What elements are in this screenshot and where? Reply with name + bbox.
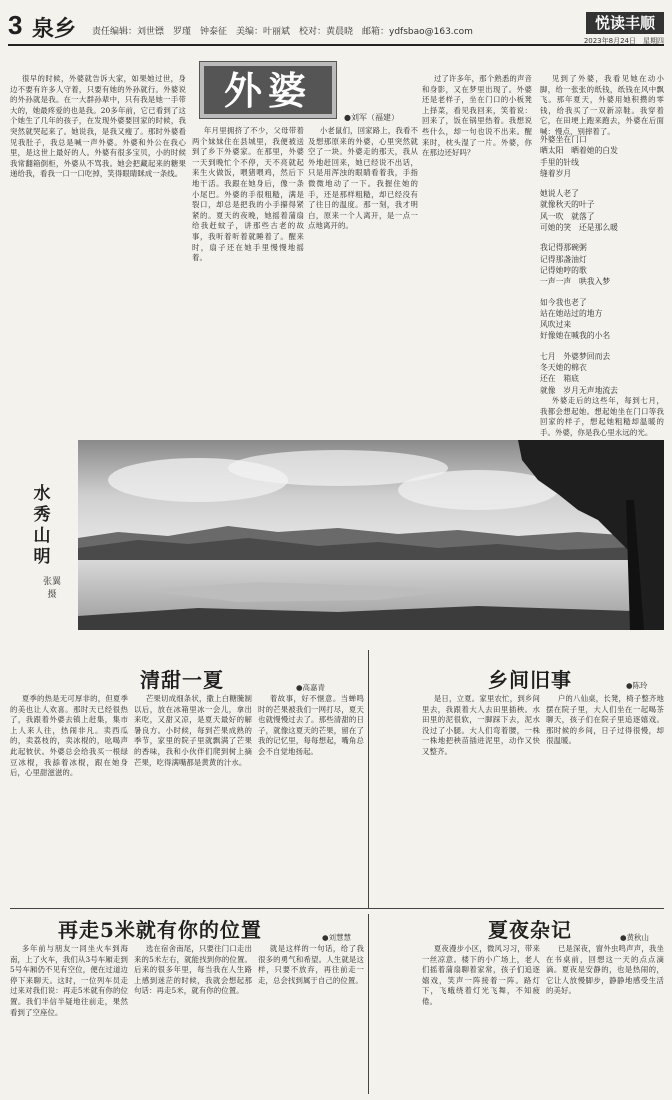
xiangjian-author: ●陈玲 <box>626 681 648 690</box>
xiaye-author: ●黄秋山 <box>620 933 650 942</box>
xiangjian-column-2 <box>546 694 664 902</box>
article-text: 选在宿舍南尾，只要往门口走出来的5米左右，就能找到你的位置。后来的很多年里，每当我在人生路上感到迷茫的时候，我就会想起那句话：再走5米，就有你的位置。 <box>134 944 252 996</box>
article-text: 着故事，好不惬意。当蝉鸣时的芒果被我们一网打尽，夏天也就慢慢过去了。那些清甜的日子，就像这夏天的芒果，留在了我的记忆里，每每想起，嘴角总会不自觉地扬起。 <box>258 694 364 756</box>
waipo-column-4 <box>422 74 532 430</box>
poem-line: 冬天她的棉衣 <box>540 363 587 373</box>
waipo-column-1 <box>10 74 186 430</box>
poem-line: 手里的针线 <box>540 157 579 167</box>
article-text: 很早的时候，外婆就告诉大家，如果她过世，身边不要有许多人守着，只要有她的外孙就行。外婆说的外孙就是我。在一大群孙辈中，只有我是她一手带大的，她最疼爱的也是我。20多年前，它已看到了这个她生了几年的孩子，在发现外婆要回家的时候，我突然就哭起来了。她说我，是我又瘦了。那时外婆看见我肚子，我总是喊一声外婆。外婆和外公在我心里，是这世上最好的人。外婆有很多宝贝，小的时候我常翻箱倒柜，外婆从不骂我。她会把藏起来的糖果递给我，看我一口一口吃掉，笑得眼睛眯成一条线。 <box>10 74 186 179</box>
tianmi-title: 清甜一夏 <box>140 668 224 692</box>
poem-line: 就像 岁月无声地流去 <box>540 385 618 395</box>
wumi-column-1 <box>10 944 128 1094</box>
poem-line: 记得她哼的歌 <box>540 265 587 275</box>
poem-line: 可她的笑 还是那么暖 <box>540 223 618 233</box>
xiangjian-title: 乡间旧事 <box>488 668 572 692</box>
poem-line: 一声一声 哄我入梦 <box>540 277 611 287</box>
poem-line: 风吹过来 <box>540 320 572 330</box>
wumi-column-2 <box>134 944 252 1094</box>
poem-line: 缝着岁月 <box>540 168 572 178</box>
poem-prose <box>540 396 664 437</box>
wumi-author: ●刘慧慧 <box>322 933 352 942</box>
poem-gap <box>540 288 664 297</box>
article-text: 夏季的热是无可厚非的，但夏季的美也让人欢喜。那时天已经很热了，我跟着外婆去镇上赶集，集市上人来人往，热闹非凡。卖西瓜的，卖荔枝的，卖冰棍的，吆喝声此起彼伏。外婆总会给我买一根绿豆冰棍，我舔着冰棍，跟在她身后，心里甜滋滋的。 <box>10 694 128 778</box>
landscape-photo <box>78 440 664 630</box>
article-text: 已是深夜，窗外虫鸣声声，我坐在书桌前，回想这一天的点点滴滴。夏夜是安静的，也是热闹的，它让人放慢脚步，静静地感受生活的美好。 <box>546 944 664 996</box>
poem-line: 记得那盏油灯 <box>540 254 587 264</box>
poem-line: 就像秋天的叶子 <box>540 200 595 210</box>
xiaye-title: 夏夜杂记 <box>488 918 572 942</box>
article-text: 就是这样的一句话，给了我很多的勇气和希望。人生就是这样，只要不放弃，再往前走一走，总会找到属于自己的位置。 <box>258 944 364 985</box>
poem-line: 七月 外婆梦回而去 <box>540 351 611 361</box>
waipo-column-2 <box>192 126 304 430</box>
article-text: 多年前与朋友一同坐火车到海南，上了火车，我们从3号车厢走到5号车厢仍不见有空位，便在过道边停下来聊天。这时，一位列车员走过来对我们说：再走5米就有你的位置。我们半信半疑地往前走，果然看到了空座位。 <box>10 944 128 1017</box>
xiaye-column-2 <box>546 944 664 1094</box>
poem-block <box>540 134 664 396</box>
xiangjian-column-1 <box>422 694 540 902</box>
article-text: 见到了外婆，我看见她在动小脚，给一张张的纸钱，纸钱在风中飘飞。那年夏天，外婆用她积攒的零钱，给我买了一双新凉鞋。我穿着它，在田埂上跑来跑去，外婆在后面喊：慢点，别摔着了。 <box>540 74 664 136</box>
poem-gap <box>540 233 664 242</box>
page-header <box>8 8 664 46</box>
article-text: 夏夜漫步小区，微风习习，带来一丝凉意。楼下的小广场上，老人们摇着蒲扇聊着家常，孩子们追逐嬉戏，笑声一阵接着一阵。路灯下，飞蛾绕着灯光飞舞，不知疲倦。 <box>422 944 540 1006</box>
article-text: 年月里拥挤了不少，父母带着两个妹妹住在县城里，我便被送到了乡下外婆家。在那里，外婆一天到晚忙个不停，天不亮就起来生火做饭，喂猪喂鸡，然后下地干活。我跟在她身后，像一条小尾巴。外婆的手很粗糙，满是裂口，却总是把我的小手攥得紧紧的。夏天的夜晚，她摇着蒲扇给我赶蚊子，讲那些古老的故事，我听着听着就睡着了。醒来时，扇子还在她手里慢慢地摇着。 <box>192 126 304 263</box>
wumi-column-3 <box>258 944 364 1094</box>
tianmi-column-3 <box>258 694 364 902</box>
poem-gap <box>540 342 664 351</box>
article-text: 小老鼠们，回家路上，我看不及想那原来的外婆，心里突然就空了一块。外婆走的那天，我从外地赶回来，她已经说不出话，只是用浑浊的眼睛看着我，手指微微地动了一下。我握住她的手，还是那样粗糙，却已经没有了往日的温度。那一刻，我才明白，原来一个人离开，是一点一点地离开的。 <box>308 126 418 231</box>
poem-line: 她说人老了 <box>540 189 579 199</box>
poem-line: 如今我也老了 <box>540 297 587 307</box>
poem-line: 站在她站过的地方 <box>540 308 603 318</box>
cloud <box>398 470 558 510</box>
tianmi-column-2 <box>134 694 252 902</box>
poem-line: 晒太阳 晒着她的白发 <box>540 146 618 156</box>
poem-line: 还在 箱底 <box>540 374 579 384</box>
waipo-column-5 <box>540 74 664 136</box>
column-divider <box>368 650 369 908</box>
waipo-author: ●刘军（福建） <box>344 113 399 122</box>
article-text: 外婆走后的这些年，每到七月，我都会想起她。想起她坐在门口等我回家的样子，想起她粗糙却温暖的手。外婆，你是我心里永远的光。 <box>540 396 664 437</box>
article-text: 过了许多年，那个熟悉的声音和身影，又在梦里出现了。外婆还是老样子，坐在门口的小板凳上择菜，看见我回来，笑着说：回来了，饭在锅里热着。我想说些什么，却一句也说不出来。醒来时，枕头湿了一片。外婆，你在那边还好吗？ <box>422 74 532 158</box>
issue-date: 2023年8月24日 星期四 <box>583 37 664 45</box>
article-text: 是日，立夏。家里农忙，到乡间里去，我跟着大人去田里插秧。水田里的泥很软，一脚踩下去，泥水没过了小腿。大人们弯着腰，一株一株地把秧苗插进泥里，动作又快又整齐。 <box>422 694 540 756</box>
section-divider <box>10 908 664 909</box>
photo-caption-title: 水秀山明 <box>33 484 51 567</box>
waipo-title-block <box>200 62 336 118</box>
poem-line: 我记得那碗粥 <box>540 243 587 253</box>
poem-line: 外婆坐在门口 <box>540 135 587 144</box>
landscape-photo-image <box>78 440 664 630</box>
article-title: 外婆 <box>223 68 312 113</box>
waipo-column-3 <box>308 126 418 430</box>
tianmi-column-1 <box>10 694 128 902</box>
section-title: 泉乡 <box>32 16 77 42</box>
poem-gap <box>540 179 664 188</box>
editor-credits: 责任编辑：刘世镖 罗瑾 钟泰征 美编：叶丽斌 校对：黄晨晓 邮箱：ydfsbao@163.com <box>92 27 473 37</box>
wumi-title: 再走5米就有你的位置 <box>58 918 262 942</box>
edition-label: 悦读丰顺 <box>586 12 664 34</box>
column-divider <box>368 914 369 1094</box>
poem-line: 好像她在喊我的小名 <box>540 331 611 341</box>
article-text: 芒果切成细条状，撒上白糖腌制以后，放在冰箱里冰一会儿，拿出来吃，又甜又凉，是夏天最好的解暑良方。小时候，每到芒果成熟的季节，家里的院子里就飘满了芒果的香味，我和小伙伴们爬到树上摘芒果，吃得满嘴都是黄黄的汁水。 <box>134 694 252 767</box>
xiaye-column-1 <box>422 944 540 1094</box>
tianmi-author: ●高嘉青 <box>296 683 326 692</box>
poem-line: 风一吹 就落了 <box>540 211 595 221</box>
page-number: 3 <box>8 10 23 40</box>
photo-caption-author: 张翼 摄 <box>42 577 71 600</box>
article-text: 户的八仙桌，长凳，椅子整齐地摆在院子里，大人们坐在一起喝茶聊天，孩子们在院子里追逐嬉戏。那时候的乡间，日子过得很慢，却很温暖。 <box>546 694 664 746</box>
